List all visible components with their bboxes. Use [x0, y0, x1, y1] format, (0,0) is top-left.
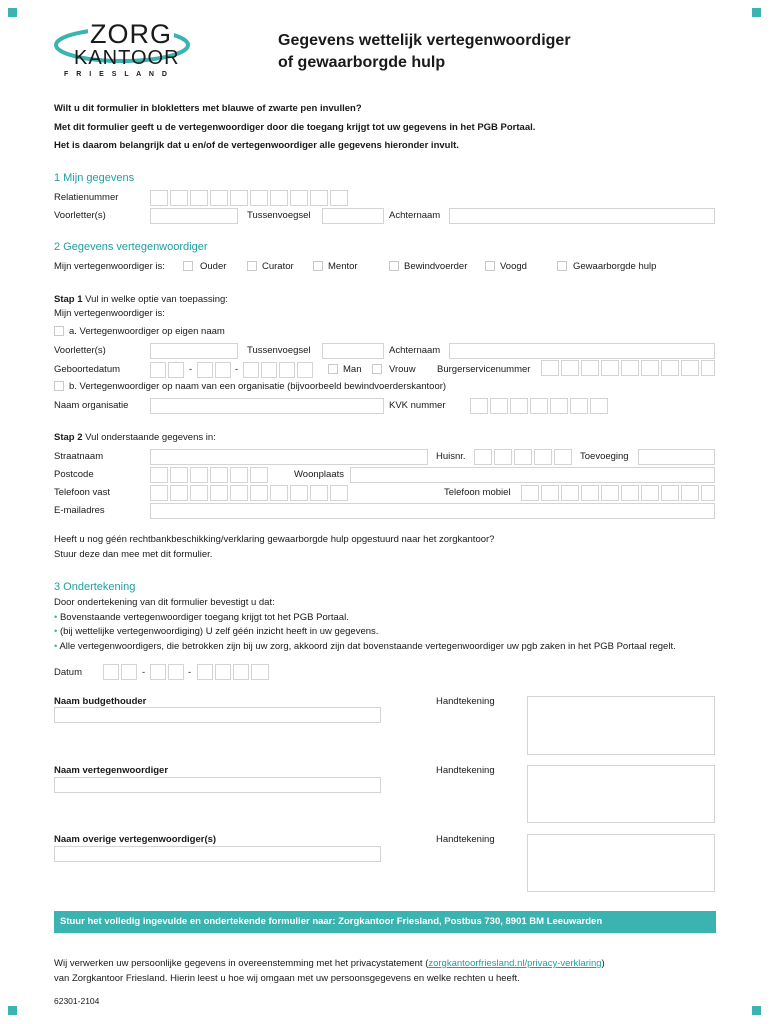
naam-overige-label: Naam overige vertegenwoordiger(s) [54, 834, 217, 845]
toevoeging-input[interactable] [638, 449, 715, 465]
mentor-checkbox[interactable] [313, 261, 323, 271]
intro-line: Het is daarom belangrijk dat u en/of de vertegenwoordiger alle gegevens hieronder invult. [54, 140, 459, 151]
bullet-text: Alle vertegenwoordigers, die betrokken zijn bij uw zorg, akkoord zijn dat bovenstaande vertegenwoordiger uw pgb zaken in het PGB Portaal regelt. [59, 641, 676, 652]
telefoon-mobiel-digit[interactable] [621, 485, 639, 501]
toevoeging-label: Toevoeging [580, 451, 629, 462]
telefoon-vast-digit[interactable] [330, 485, 348, 501]
telefoon-vast-digit[interactable] [190, 485, 208, 501]
ouder-label: Ouder [200, 261, 227, 272]
relatienummer-digit[interactable] [150, 190, 168, 206]
geboortedatum-digit[interactable] [261, 362, 277, 378]
voorletters-label: Voorletter(s) [54, 345, 106, 356]
telefoon-mobiel-digit[interactable] [681, 485, 699, 501]
voogd-checkbox[interactable] [485, 261, 495, 271]
datum-digit[interactable] [121, 664, 137, 680]
huisnr-digit[interactable] [554, 449, 572, 465]
option-a-checkbox[interactable] [54, 326, 64, 336]
email-input[interactable] [150, 503, 715, 519]
telefoon-vast-digit[interactable] [150, 485, 168, 501]
straatnaam-label: Straatnaam [54, 451, 104, 462]
telefoon-vast-digit[interactable] [290, 485, 308, 501]
kvk-digit[interactable] [530, 398, 548, 414]
date-separator: - [188, 667, 192, 678]
woonplaats-input[interactable] [350, 467, 715, 483]
curator-label: Curator [262, 261, 294, 272]
stap1-heading [54, 294, 228, 306]
relatienummer-digit[interactable] [170, 190, 188, 206]
postcode-char[interactable] [190, 467, 208, 483]
bullet-icon: • [54, 641, 58, 652]
postcode-char[interactable] [150, 467, 168, 483]
form-code: 62301-2104 [54, 996, 100, 1006]
note-line2: Stuur deze dan mee met dit formulier. [54, 549, 213, 560]
corner-mark [752, 1006, 761, 1015]
geboortedatum-digit[interactable] [279, 362, 295, 378]
relatienummer-digit[interactable] [230, 190, 248, 206]
datum-digit[interactable] [103, 664, 119, 680]
bullet-item [54, 612, 349, 624]
corner-mark [8, 8, 17, 17]
kvk-digit[interactable] [510, 398, 528, 414]
telefoon-mobiel-digit[interactable] [561, 485, 579, 501]
title-line1: Gegevens wettelijk vertegenwoordiger [278, 32, 571, 49]
relatienummer-digit[interactable] [290, 190, 308, 206]
stap2-bold: Stap 2 [54, 432, 83, 443]
handtekening-label: Handtekening [436, 696, 495, 707]
mentor-label: Mentor [328, 261, 358, 272]
bsn-digit[interactable] [561, 360, 579, 376]
postcode-char[interactable] [250, 467, 268, 483]
telefoon-mobiel-digit[interactable] [641, 485, 659, 501]
geboortedatum-digit[interactable] [150, 362, 166, 378]
option-a-label: a. Vertegenwoordiger op eigen naam [69, 326, 225, 337]
naam-vertegenwoordiger-label: Naam vertegenwoordiger [54, 765, 169, 776]
datum-digit[interactable] [197, 664, 213, 680]
voorletters-label: Voorletter(s) [54, 210, 106, 221]
email-label: E-mailadres [54, 505, 105, 516]
telefoon-mobiel-digit[interactable] [581, 485, 599, 501]
datum-digit[interactable] [168, 664, 184, 680]
handtekening-label: Handtekening [436, 765, 495, 776]
postcode-char[interactable] [210, 467, 228, 483]
datum-digit[interactable] [215, 664, 231, 680]
geboortedatum-digit[interactable] [297, 362, 313, 378]
stap1-text: Vul in welke optie van toepassing: [82, 294, 228, 305]
telefoon-vast-label: Telefoon vast [54, 487, 110, 498]
relatienummer-digit[interactable] [210, 190, 228, 206]
privacy-line1 [54, 958, 605, 970]
kvk-label: KVK nummer [389, 400, 446, 411]
handtekening-budgethouder-box[interactable] [527, 696, 715, 755]
bsn-digit[interactable] [601, 360, 619, 376]
kvk-digit[interactable] [490, 398, 508, 414]
naam-organisatie-label: Naam organisatie [54, 400, 129, 411]
telefoon-vast-digit[interactable] [270, 485, 288, 501]
bsn-digit[interactable] [581, 360, 599, 376]
bullet-text: (bij wettelijke vertegenwoordiging) U zelf géén inzicht heeft in uw gegevens. [59, 626, 379, 637]
intro-line: Met dit formulier geeft u de vertegenwoordiger door die toegang krijgt tot uw gegevens in het PGB Portaal. [54, 122, 536, 133]
stap2-text: Vul onderstaande gegevens in: [82, 432, 216, 443]
handtekening-overige-box[interactable] [527, 834, 715, 892]
telefoon-vast-digit[interactable] [250, 485, 268, 501]
bewindvoerder-label: Bewindvoerder [404, 261, 468, 272]
naam-budgethouder-label: Naam budgethouder [54, 696, 147, 707]
privacy-text-end: ) [601, 958, 605, 969]
geboortedatum-digit[interactable] [243, 362, 259, 378]
huisnr-digit[interactable] [474, 449, 492, 465]
bsn-label: Burgerservicenummer [437, 364, 531, 375]
stap2-heading [54, 432, 216, 444]
achternaam-label: Achternaam [389, 210, 441, 221]
handtekening-vertegenwoordiger-box[interactable] [527, 765, 715, 823]
logo-line3: F R I E S L A N D [64, 71, 170, 78]
page-title [278, 30, 571, 74]
date-separator: - [142, 667, 146, 678]
submission-banner: Stuur het volledig ingevulde en ondertekende formulier naar: Zorgkantoor Friesland, Postbus 730, 8901 BM Leeuwarden [54, 911, 716, 933]
vert-voorletters-input[interactable] [150, 343, 238, 359]
privacy-link[interactable]: zorgkantoorfriesland.nl/privacy-verklaring [428, 958, 602, 969]
datum-label: Datum [54, 667, 82, 678]
bewindvoerder-checkbox[interactable] [389, 261, 399, 271]
man-checkbox[interactable] [328, 364, 338, 374]
section-3-title: 3 Ondertekening [54, 581, 136, 593]
bullet-item [54, 626, 378, 638]
kvk-digit[interactable] [570, 398, 588, 414]
tussenvoegsel-label: Tussenvoegsel [247, 210, 311, 221]
mijn-vertegenwoordiger-label: Mijn vertegenwoordiger is: [54, 261, 165, 272]
relatienummer-digit[interactable] [190, 190, 208, 206]
naam-vertegenwoordiger-input[interactable] [54, 777, 381, 793]
kvk-digit[interactable] [470, 398, 488, 414]
handtekening-label: Handtekening [436, 834, 495, 845]
bsn-digit[interactable] [701, 360, 715, 376]
section-2-title: 2 Gegevens vertegenwoordiger [54, 241, 208, 253]
geboortedatum-digit[interactable] [215, 362, 231, 378]
postcode-label: Postcode [54, 469, 94, 480]
bsn-digit[interactable] [661, 360, 679, 376]
vrouw-label: Vrouw [389, 364, 416, 375]
tussenvoegsel-label: Tussenvoegsel [247, 345, 311, 356]
woonplaats-label: Woonplaats [294, 469, 344, 480]
relatienummer-digit[interactable] [310, 190, 328, 206]
bsn-digit[interactable] [541, 360, 559, 376]
telefoon-mobiel-digit[interactable] [521, 485, 539, 501]
relatienummer-digit[interactable] [330, 190, 348, 206]
naam-overige-input[interactable] [54, 846, 381, 862]
postcode-char[interactable] [170, 467, 188, 483]
vert-achternaam-input[interactable] [449, 343, 715, 359]
achternaam-label: Achternaam [389, 345, 441, 356]
bullet-item [54, 641, 676, 653]
gewaarborgde-hulp-checkbox[interactable] [557, 261, 567, 271]
huisnr-digit[interactable] [534, 449, 552, 465]
telefoon-mobiel-digit[interactable] [701, 485, 715, 501]
datum-digit[interactable] [150, 664, 166, 680]
logo [54, 20, 194, 82]
datum-digit[interactable] [251, 664, 269, 680]
gewaarborgde-hulp-label: Gewaarborgde hulp [573, 261, 657, 272]
vrouw-checkbox[interactable] [372, 364, 382, 374]
privacy-line2: van Zorgkantoor Friesland. Hierin leest u hoe wij omgaan met uw persoonsgegevens en welke rechten u heeft. [54, 973, 520, 984]
telefoon-vast-digit[interactable] [210, 485, 228, 501]
intro-line: Wilt u dit formulier in blokletters met blauwe of zwarte pen invullen? [54, 103, 362, 114]
privacy-text: Wij verwerken uw persoonlijke gegevens in overeenstemming met het privacystatement ( [54, 958, 429, 969]
vert-tussenvoegsel-input[interactable] [322, 343, 384, 359]
corner-mark [752, 8, 761, 17]
section-1-title: 1 Mijn gegevens [54, 172, 135, 184]
huisnr-digit[interactable] [494, 449, 512, 465]
kvk-digit[interactable] [590, 398, 608, 414]
logo-line1: ZORG [90, 19, 172, 49]
option-b-checkbox[interactable] [54, 381, 64, 391]
geboortedatum-label: Geboortedatum [54, 364, 121, 375]
huisnr-digit[interactable] [514, 449, 532, 465]
telefoon-mobiel-digit[interactable] [661, 485, 679, 501]
bsn-digit[interactable] [621, 360, 639, 376]
naam-organisatie-input[interactable] [150, 398, 384, 414]
note-line1: Heeft u nog géén rechtbankbeschikking/verklaring gewaarborgde hulp opgestuurd naar het zorgkantoor? [54, 534, 495, 545]
title-line2: of gewaarborgde hulp [278, 54, 446, 71]
stap1-bold: Stap 1 [54, 294, 83, 305]
relatienummer-label: Relatienummer [54, 192, 119, 203]
tussenvoegsel-input[interactable] [322, 208, 384, 224]
logo-line2: KANTOOR [74, 47, 180, 69]
geboortedatum-digit[interactable] [168, 362, 184, 378]
telefoon-vast-digit[interactable] [310, 485, 328, 501]
kvk-digit[interactable] [550, 398, 568, 414]
telefoon-mobiel-label: Telefoon mobiel [444, 487, 511, 498]
curator-checkbox[interactable] [247, 261, 257, 271]
telefoon-mobiel-digit[interactable] [541, 485, 559, 501]
ouder-checkbox[interactable] [183, 261, 193, 271]
corner-mark [8, 1006, 17, 1015]
bsn-digit[interactable] [641, 360, 659, 376]
voorletters-input[interactable] [150, 208, 238, 224]
section-3-intro: Door ondertekening van dit formulier bevestigt u dat: [54, 597, 275, 608]
relatienummer-digit[interactable] [250, 190, 268, 206]
achternaam-input[interactable] [449, 208, 715, 224]
telefoon-vast-digit[interactable] [230, 485, 248, 501]
option-b-label: b. Vertegenwoordiger op naam van een organisatie (bijvoorbeeld bewindvoerderskantoor) [69, 381, 447, 392]
naam-budgethouder-input[interactable] [54, 707, 381, 723]
datum-digit[interactable] [233, 664, 249, 680]
bullet-icon: • [54, 612, 58, 623]
postcode-char[interactable] [230, 467, 248, 483]
bullet-icon: • [54, 626, 58, 637]
huisnr-label: Huisnr. [436, 451, 466, 462]
man-label: Man [343, 364, 362, 375]
bullet-text: Bovenstaande vertegenwoordiger toegang krijgt tot het PGB Portaal. [59, 612, 349, 623]
telefoon-vast-digit[interactable] [170, 485, 188, 501]
geboortedatum-digit[interactable] [197, 362, 213, 378]
voogd-label: Voogd [500, 261, 527, 272]
telefoon-mobiel-digit[interactable] [601, 485, 619, 501]
date-separator: - [235, 364, 239, 375]
date-separator: - [189, 364, 193, 375]
relatienummer-digit[interactable] [270, 190, 288, 206]
straatnaam-input[interactable] [150, 449, 428, 465]
bsn-digit[interactable] [681, 360, 699, 376]
stap1-sub: Mijn vertegenwoordiger is: [54, 308, 165, 319]
